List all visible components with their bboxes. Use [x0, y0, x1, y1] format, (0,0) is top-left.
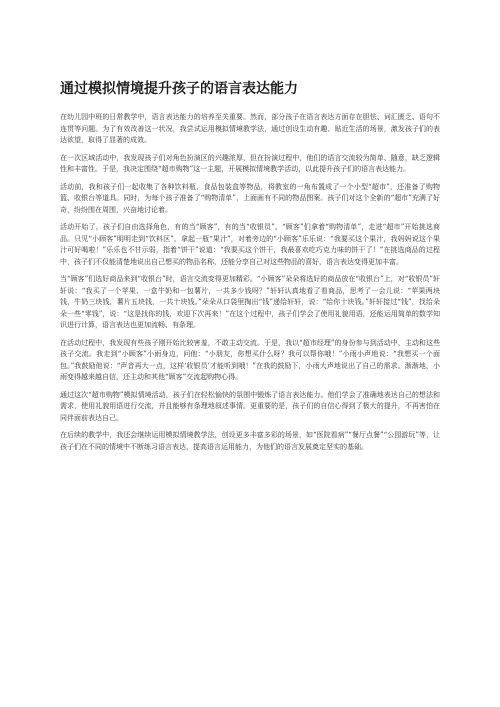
paragraph-outcome: 通过这次“超市购物”模拟情境活动，孩子们在轻松愉快的氛围中锻炼了语言表达能力。他们学会了准确地表达自己的想法和需求，使用礼貌用语进行交流，并且能够有条理地叙述事情。更重要的是，孩子们的自信心得到了极大的提升，不再害怕在同伴面前表达自己。	[60, 390, 440, 422]
paragraph-encouragement: 在活动过程中，我发现有些孩子刚开始比较害羞，不敢主动交流。于是，我以“超市经理”的身份参与到活动中，主动和这些孩子交流。我走到“小顾客”小雨身边，问他：“小朋友，你想买什么呀？我可以帮你哦！”小雨小声地说：“我想买一个面包。”我鼓励他说：“声音再大一点，这样‘收银员’才能听到哦！”在我的鼓励下，小雨大声地说出了自己的需求。渐渐地，小雨变得越来越自信，还主动和其他“顾客”交流起购物心得。	[60, 338, 440, 381]
document-body	[60, 112, 440, 459]
paragraph-shopping: 活动开始了，孩子们自由选择角色，有的当“顾客”，有的当“收银员”。“顾客”们拿着“购物清单”，走进“超市”开始挑选商品。只见“小顾客”明明走到“饮料区”，拿起一瓶“果汁”，对着旁边的“小顾客”乐乐说：“我要买这个果汁，我妈妈说这个果汁可好喝啦！”乐乐也不甘示弱，指着“饼干”说道：“我要买这个饼干，我最喜欢吃巧克力味的饼干了！”在挑选商品的过程中，孩子们不仅能清楚地说出自己想买的物品名称，还能分享自己对这些物品的喜好，语言表达变得更加丰富。	[60, 223, 440, 266]
paragraph-future-plan: 在后续的教学中，我还会继续运用模拟情境教学法，创设更多丰富多彩的场景，如“医院看病”“餐厅点餐”“公园游玩”等，让孩子们在不同的情境中不断练习语言表达，提高语言运用能力，为他们的语言发展奠定坚实的基础。	[60, 431, 440, 451]
document-title: 通过模拟情境提升孩子的语言表达能力	[60, 81, 298, 97]
paragraph-checkout: 当“顾客”们选好商品来到“收银台”时，语言交流变得更加精彩。“小顾客”朵朵将选好的商品放在“收银台”上，对“收银员”轩轩说：“我买了一个苹果、一盒牛奶和一包薯片，一共多少钱呀？”轩轩认真地看了看商品，思考了一会儿说：“苹果两块钱，牛奶三块钱，薯片五块钱，一共十块钱。”朵朵从口袋里掏出“钱”递给轩轩，说：“给你十块钱。”轩轩接过“钱”，找给朵朵一些“零钱”，说：“这是找你的钱，欢迎下次再来！”在这个过程中，孩子们学会了使用礼貌用语，还能运用简单的数学知识进行计算，语言表达也更加流畅、有条理。	[60, 275, 440, 329]
paragraph-background: 在一次区域活动中，我发现孩子们对角色扮演区的兴趣浓厚，但在扮演过程中，他们的语言交流较为简单、随意，缺乏逻辑性和丰富性。于是，我决定围绕“超市购物”这一主题，开展模拟情境教学活动，以此提升孩子们的语言表达能力。	[60, 153, 440, 173]
paragraph-intro: 在幼儿园中班的日常教学中，语言表达能力的培养至关重要。然而，部分孩子在语言表达方面存在胆怯、词汇匮乏、语句不连贯等问题。为了有效改善这一状况，我尝试运用模拟情境教学法，通过创设生动有趣、贴近生活的场景，激发孩子们的表达欲望，取得了显著的成效。	[60, 113, 440, 144]
paragraph-preparation: 活动前，我和孩子们一起收集了各种饮料瓶、食品包装盒等物品，将教室的一角布置成了一个小型“超市”，还准备了购物篮、收银台等道具。同时，为每个孩子准备了“购物清单”，上面画有不同的物品图案。孩子们对这个全新的“超市”充满了好奇，纷纷围在周围，兴奋地讨论着。	[60, 182, 440, 214]
